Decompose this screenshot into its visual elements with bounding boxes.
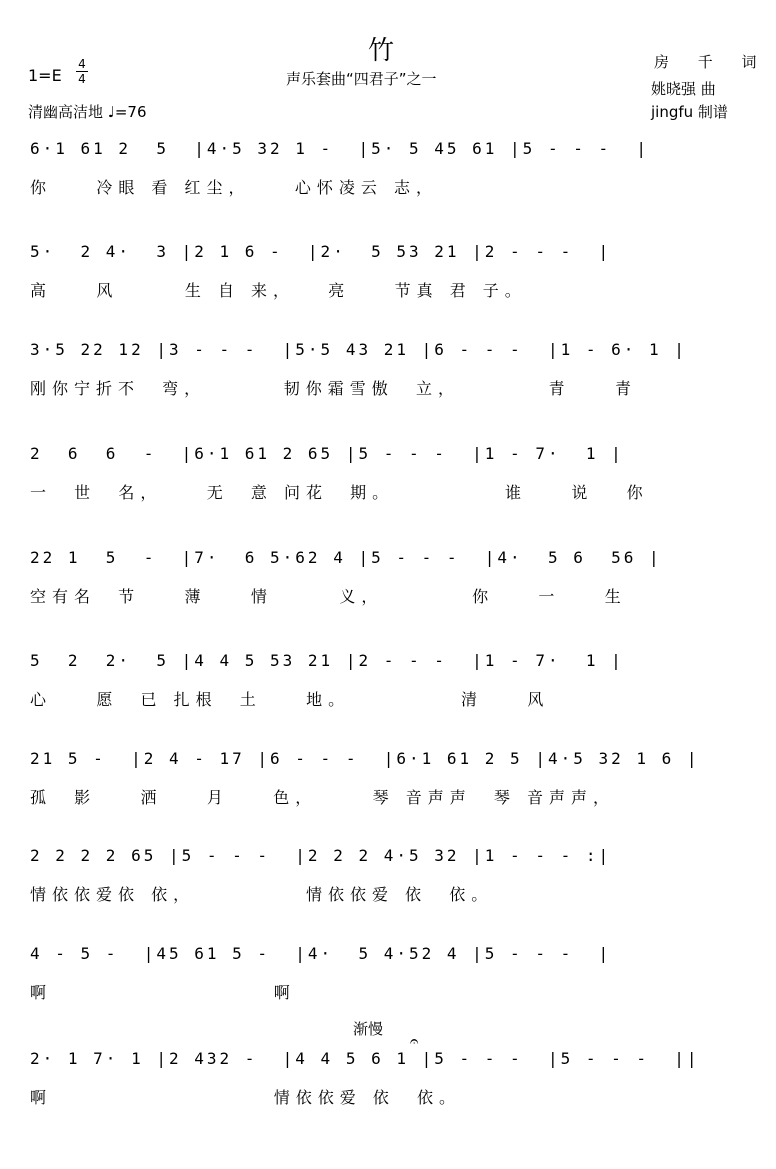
notation-line: 4 - 5 - |45 61 5 - |4· 5 4·52 4 |5 - - - | (30, 944, 612, 963)
lyrics-line: 啊 啊 (30, 983, 296, 1002)
notation-line: 5 2 2· 5 |4 4 5 53 21 |2 - - - |1 - 7· 1 | (30, 651, 624, 670)
time-sig-bottom: 4 (78, 72, 86, 86)
lyrics-line: 刚你宁折不 弯， 韧你霜雪傲 立， 青 青 (30, 379, 637, 398)
lyrics-line: 高 风 生 自 来， 亮 节真 君 子。 (30, 281, 527, 300)
lyrics-line: 啊 情依依爱 依 依。 (30, 1088, 461, 1107)
notation-line: 22 1 5 - |7· 6 5·62 4 |5 - - - |4· 5 6 56 | (30, 548, 662, 567)
tempo-marking: 清幽高洁地 ♩=76 (28, 103, 147, 121)
lyricist: 房 千 词 (654, 53, 769, 71)
music-system (0, 420, 776, 530)
lyrics-line: 孤 影 洒 月 色， 琴 音声声 琴 音声声， (30, 788, 615, 807)
notation-line: 2 2 2 2 65 |5 - - - |2 2 2 4·5 32 |1 - - - :| (30, 846, 612, 865)
music-system (0, 218, 776, 328)
lyrics-line: 心 愿 已 扎根 土 地。 清 风 (30, 690, 550, 709)
time-signature (76, 58, 88, 85)
music-system (0, 316, 776, 426)
music-system (0, 115, 776, 225)
notation-line: 21 5 - |2 4 - 17 |6 - - - |6·1 61 2 5 |4·5 32 1 6 | (30, 749, 700, 768)
notation-line: 5· 2 4· 3 |2 1 6 - |2· 5 53 21 |2 - - - | (30, 242, 612, 261)
key-signature: 1=E (28, 66, 62, 85)
music-system (0, 1025, 776, 1135)
lyrics-line: 一 世 名， 无 意 问花 期。 谁 说 你 (30, 483, 649, 502)
transcriber: jingfu 制谱 (651, 103, 728, 121)
notation-line: 2 6 6 - |6·1 61 2 65 |5 - - - |1 - 7· 1 | (30, 444, 624, 463)
ritardando-marking: 渐慢 (353, 1020, 384, 1038)
fermata-icon: 𝄐 (410, 1032, 419, 1050)
music-system (0, 920, 776, 1030)
music-system (0, 822, 776, 932)
page-title: 竹 (368, 36, 395, 66)
notation-line: 3·5 22 12 |3 - - - |5·5 43 21 |6 - - - |1 - 6· 1 | (30, 340, 687, 359)
music-system (0, 627, 776, 737)
lyrics-line: 你 冷眼 看 红尘， 心怀凌云 志， (30, 178, 438, 197)
music-system (0, 725, 776, 835)
music-system (0, 524, 776, 634)
lyrics-line: 情依依爱依 依， 情依依爱 依 依。 (30, 885, 494, 904)
time-sig-top: 4 (78, 57, 86, 71)
composer: 姚晓强 曲 (651, 80, 716, 98)
notation-line: 6·1 61 2 5 |4·5 32 1 - |5· 5 45 61 |5 - - - | (30, 139, 650, 158)
subtitle: 声乐套曲“四君子”之一 (286, 70, 437, 88)
notation-line: 2· 1 7· 1 |2 432 - |4 4 5 6 1 |5 - - - |5 - - - || (30, 1049, 700, 1068)
lyrics-line: 空有名 节 薄 情 义， 你 一 生 (30, 587, 627, 606)
